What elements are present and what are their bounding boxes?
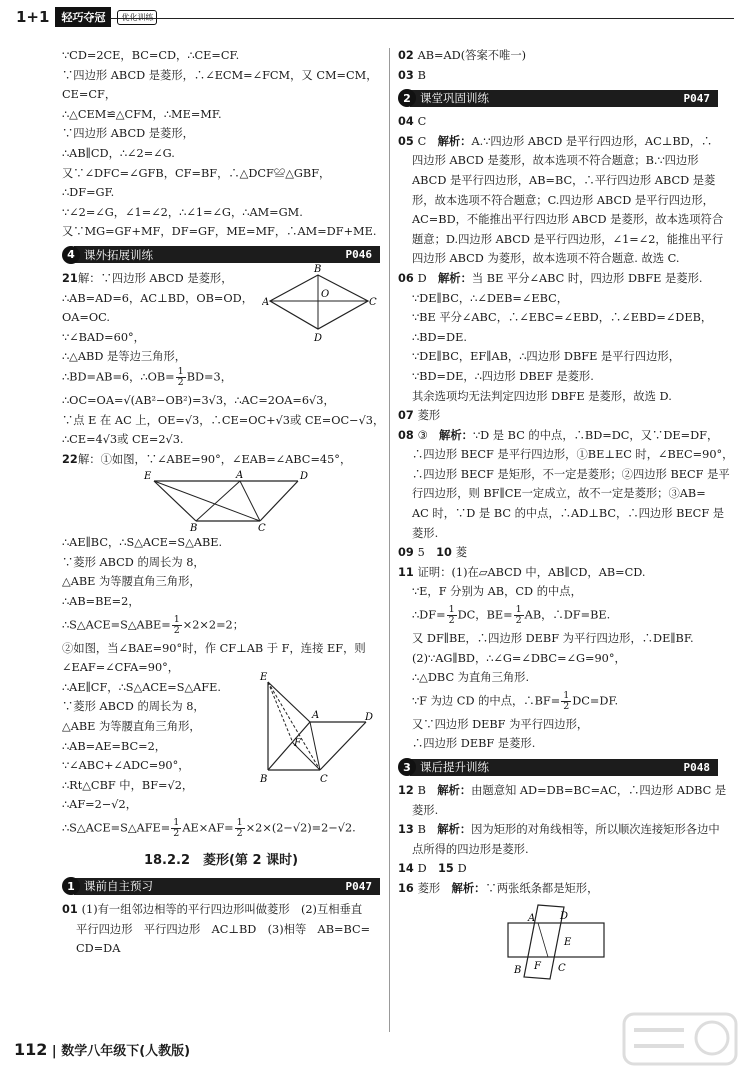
- label-d: D: [314, 332, 323, 344]
- question-22: [62, 450, 380, 839]
- text-line: ∴BD=DE.: [412, 330, 467, 344]
- answer-text: D: [417, 862, 427, 876]
- section-number: 2: [398, 89, 416, 107]
- text-line: ∴CE=4√3或 CE=2√3.: [62, 433, 184, 447]
- question-number: 01: [62, 903, 78, 916]
- left-column: [62, 46, 385, 959]
- page-number: 112: [14, 1040, 48, 1059]
- section-bar-1: [62, 876, 380, 896]
- question-01: [62, 900, 380, 959]
- text-line: CD=DA: [76, 942, 121, 956]
- text-line: OA=OC.: [62, 311, 110, 325]
- text-line: 点所得的四边形是菱形.: [412, 842, 529, 856]
- text-line: △ABE 为等腰直角三角形，: [62, 575, 201, 589]
- text-line: ∴四边形 BECF 是矩形，不一定是菱形；②四边形 BECF 是平: [412, 467, 730, 481]
- section-bar-4: [62, 245, 380, 265]
- text-line: △ABE 为等腰直角三角形，: [62, 720, 201, 734]
- brand-subtitle: 优化训练: [117, 10, 157, 25]
- header-rule: [110, 18, 734, 19]
- text-line: ∴AF=2−√2，: [62, 798, 137, 812]
- label-d: D: [365, 711, 374, 723]
- text-line: ∵点 E 在 AC 上，OE=√3，∴CE=OC+√3或 CE=OC−√3，: [62, 413, 385, 427]
- question-12: 12 B 解析：由题意知 AD=DB=BC=AC，∴四边形 ADBC 是 菱形.: [398, 781, 718, 820]
- text-line: ∵∠2=∠G，∠1=∠2，∴∠1=∠G，∴AM=GM.: [62, 205, 303, 219]
- text-line: 解：①如图，∵∠ABE=90°，∠EAB=∠ABC=45°，: [78, 452, 352, 466]
- section-title: 课外拓展训练: [84, 247, 153, 262]
- analysis-label: 解析：: [437, 134, 472, 148]
- question-number: 14: [398, 862, 414, 876]
- paper-strips-figure: [502, 901, 614, 983]
- text-line: 题意；D.四边形 ABCD 是平行四边形，∠1=∠2，能推出平行: [412, 232, 724, 246]
- text-line: ∵BE 平分∠ABC，∴∠EBC=∠EBD，∴∠EBD=∠DEB，: [412, 311, 713, 325]
- text-line: 平行四边形 平行四边形 AC⊥BD (3)相等 AB=BC=: [76, 922, 371, 936]
- analysis-label: 解析：: [439, 428, 473, 442]
- text-line: 又∵MG=GF+MF，DF=GF，ME=MF，∴AM=DF+ME.: [62, 225, 377, 239]
- text-line: ∵菱形 ABCD 的周长为 8，: [62, 700, 205, 714]
- label-c: C: [320, 773, 328, 785]
- right-column: [398, 46, 734, 983]
- label-a: A: [528, 912, 536, 924]
- label-e: E: [564, 936, 572, 948]
- section-number: 4: [62, 246, 80, 264]
- text-line: ∵四边形 ABCD 是菱形，: [62, 127, 194, 141]
- figure-22-2: [250, 670, 374, 790]
- text-line: 四边形 ABCD 是菱形，故本选项不符合题意；B.∵四边形: [412, 154, 699, 168]
- text-line: 形，故本选项不符合题意；C.四边形 ABCD 是平行四边形，: [412, 193, 714, 207]
- text-line: ∴AE∥BC，∴S△ACE=S△ABE.: [62, 536, 223, 550]
- answer-text: C: [417, 134, 427, 148]
- fraction-half: $\frac{1}{2}$: [173, 817, 180, 839]
- fraction-half: $\frac{1}{2}$: [563, 689, 570, 712]
- question-number: 04: [398, 115, 414, 129]
- section-bar-2: [398, 88, 718, 108]
- section-page: P048: [683, 760, 710, 774]
- section-title: 课后提升训练: [420, 760, 489, 774]
- answer-text: 5: [417, 546, 425, 560]
- label-b: B: [260, 773, 268, 785]
- fraction-half: $\frac{1}{2}$: [448, 604, 455, 627]
- text-line: ∴Rt△CBF 中，BF=√2，: [62, 778, 194, 792]
- rhombus-figure-21: [262, 263, 378, 345]
- question-number: 07: [398, 409, 414, 423]
- label-b: B: [314, 263, 322, 275]
- answer-text: 菱: [455, 546, 467, 560]
- text-line: ∵CD=2CE，BC=CD，∴CE=CF.: [62, 49, 240, 62]
- fraction-half: $\frac{1}{2}$: [177, 365, 184, 388]
- text-line: 又 DF∥BE，∴四边形 DEBF 为平行四边形，∴DE∥BF.: [412, 632, 694, 646]
- brand-name: 轻巧夺冠: [55, 7, 111, 27]
- text-line: ∴S△ACE=S△ABE= $\frac{1}{2}$ ×2×2=2；: [62, 613, 245, 636]
- text-line: ∴BD=AB=6，∴OB= $\frac{1}{2}$ BD=3，: [62, 365, 232, 388]
- text-line: ∴AB∥CD，∴∠2=∠G.: [62, 146, 175, 160]
- section-title: 课前自主预习: [84, 879, 153, 893]
- text-line: 菱形.: [412, 803, 439, 817]
- text-line: ∴AB=AD=6，AC⊥BD，OB=OD，: [62, 291, 254, 305]
- answer-text: B: [417, 68, 426, 82]
- question-16: 16 菱形 解析：∵两张纸条都是矩形， A D E B F C: [398, 879, 718, 983]
- fraction-half: $\frac{1}{2}$: [236, 817, 243, 839]
- question-number: 22: [62, 452, 78, 466]
- text-line: ∴四边形 BECF 是平行四边形，①BE⊥EC 时，∠BEC=90°，: [412, 448, 734, 462]
- text-line: ∴AB=AE=BC=2，: [62, 739, 167, 753]
- question-number: 11: [398, 565, 414, 579]
- text-line: 四边形 ABCD 为菱形，故本选项不符合题意. 故选 C.: [412, 252, 680, 266]
- question-number: 13: [398, 823, 414, 837]
- label-c: C: [558, 962, 566, 974]
- answer-text: D: [457, 862, 467, 876]
- label-d: D: [560, 910, 569, 922]
- answer-text: AB=AD(答案不唯一): [417, 49, 527, 62]
- book-title: 数学八年级下(人教版): [61, 1044, 191, 1059]
- answer-text: B: [417, 823, 426, 837]
- answer-text: 菱形: [417, 881, 441, 895]
- text-line: ∴DF= $\frac{1}{2}$ DC，BE= $\frac{1}{2}$ AB，∴DF=BE.: [412, 604, 611, 627]
- section-page: P047: [683, 91, 710, 105]
- label-f: F: [294, 737, 301, 749]
- fraction-half: $\frac{1}{2}$: [173, 613, 180, 636]
- fraction-half: $\frac{1}{2}$: [515, 604, 522, 627]
- label-c: C: [369, 296, 377, 308]
- text-line: ∠EAF=∠CFA=90°，: [62, 661, 180, 675]
- text-line: ∵DE∥BC，EF∥AB，∴四边形 DBFE 是平行四边形，: [412, 350, 681, 364]
- section-bar-3: [398, 757, 718, 777]
- label-b: B: [190, 523, 198, 534]
- analysis-label: 解析：: [437, 823, 472, 837]
- analysis-label: 解析：: [451, 881, 486, 895]
- analysis-label: 解析：: [437, 784, 472, 797]
- label-f: F: [534, 960, 541, 972]
- answer-text: C: [417, 115, 427, 129]
- question-number: 15: [437, 862, 454, 876]
- question-number: 09: [398, 546, 414, 560]
- text-line: ∴DF=GF.: [62, 186, 115, 200]
- answer-text: D: [417, 271, 427, 285]
- text-line: 又∵∠DFC=∠GFB，CF=BF，∴△DCF≌△GBF，: [62, 166, 331, 180]
- label-a: A: [262, 296, 270, 308]
- text-line: ∵BD=DE，∴四边形 DBEF 是菱形.: [412, 369, 594, 383]
- text-line: 菱形.: [412, 526, 439, 540]
- text-line: (1)有一组邻边相等的平行四边形叫做菱形 (2)互相垂直: [81, 903, 363, 916]
- text-line: ∵E，F 分别为 AB，CD 的中点，: [412, 585, 582, 599]
- question-number: 16: [398, 881, 414, 895]
- text-line: ∴OC=OA=√(AB²−OB²)=3√3，∴AC=2OA=6√3，: [62, 393, 335, 407]
- text-line: 解：∵四边形 ABCD 是菱形，: [78, 271, 233, 285]
- answer-text: 菱形: [417, 409, 441, 423]
- label-o: O: [321, 288, 330, 300]
- text-line: ∴AB=BE=2，: [62, 595, 140, 609]
- question-06: 06 D 解析：当 BE 平分∠ABC 时，四边形 DBFE 是菱形. ∵DE∥BC，∴∠DEB=∠EBC， ∵BE 平分∠ABC，∴∠EBC=∠EBD，∴∠EBD=∠DEB， ∴BD=DE. ∵DE∥BC，EF∥AB，∴四边形 DBFE 是平行四边形， ∵BD=DE，∴四边形 DBEF 是菱形. 其余选项均无法判定四边形 DBFE 是菱形，故选 D.: [398, 269, 718, 406]
- text-line: ∵四边形 ABCD 是菱形，∴∠ECM=∠FCM，又 CM=CM，: [62, 68, 378, 82]
- answer-text: B: [417, 784, 426, 797]
- label-b: B: [514, 964, 522, 976]
- text-line: ∵DE∥BC，∴∠DEB=∠EBC，: [412, 291, 569, 305]
- text-line: ∵∠BAD=60°，: [62, 330, 145, 344]
- section-page: P047: [345, 879, 372, 893]
- question-number: 08: [398, 428, 414, 442]
- text-line: ∴S△ACE=S△AFE= $\frac{1}{2}$ AE×AF= $\frac{1}{2}$ ×2×(2−√2)=2−√2.: [62, 817, 356, 839]
- section-number: 3: [398, 758, 416, 776]
- text-line: 行四边形，则 BF∥CE一定成立，故不一定是菱形；③AB=: [412, 487, 706, 501]
- text-line: ∵F 为边 CD 的中点，∴BF= $\frac{1}{2}$ DC=DF.: [412, 689, 619, 712]
- section-number: 1: [62, 877, 80, 895]
- figure-22-1: [140, 469, 310, 533]
- analysis-label: 解析：: [437, 271, 472, 285]
- question-11: 11 证明：(1)在▱ABCD 中，AB∥CD，AB=CD. ∵E，F 分别为 AB，CD 的中点， ∴DF= $\frac{1}{2}$ DC，BE= $\frac{1}{2}$ AB，∴DF=BE. 又 DF∥BE，∴四边形 DEBF 为平行四边形，∴DE∥BF. (2)∵AG∥BD，∴∠G=∠DBC=∠G=90°， ∴△DBC 为直角三角形. ∵F 为边 CD 的中点，∴BF= $\frac{1}{2}$ DC=DF. 又∵四边形 DEBF 为平行四边形， ∴四边形 DEBF 是菱形.: [398, 563, 718, 754]
- label-a: A: [236, 470, 244, 482]
- question-number: 06: [398, 271, 414, 285]
- text-line: ∴AE∥CF，∴S△ACE=S△AFE.: [62, 680, 221, 694]
- section-page: P046: [345, 248, 372, 262]
- label-e: E: [144, 471, 152, 483]
- text-line: ∴△CEM≌△CFM，∴ME=MF.: [62, 107, 222, 121]
- question-number: 02: [398, 49, 414, 62]
- text-line: CE=CF，: [62, 88, 117, 102]
- text-line: ∵菱形 ABCD 的周长为 8，: [62, 555, 205, 569]
- question-number: 21: [62, 271, 78, 285]
- page-header: [16, 6, 157, 28]
- text-line: ∴四边形 DEBF 是菱形.: [412, 737, 536, 751]
- text-line: AC 时，∵D 是 BC 的中点，∴AD⊥BC，∴四边形 BECF 是: [412, 507, 725, 521]
- question-21: [62, 263, 385, 450]
- label-d: D: [300, 471, 309, 483]
- label-c: C: [258, 523, 266, 534]
- lesson-title: 18.2.2 菱形(第 2 课时): [143, 853, 299, 868]
- question-13: 13 B 解析：因为矩形的对角线相等，所以顺次连接矩形各边中 点所得的四边形是菱形.: [398, 820, 718, 859]
- text-line: (2)∵AG∥BD，∴∠G=∠DBC=∠G=90°，: [412, 651, 626, 665]
- text-line: ∴△ABD 是等边三角形，: [62, 350, 187, 364]
- brand-logo: 1+1: [16, 8, 50, 26]
- column-divider: [389, 48, 390, 1032]
- question-number: 10: [436, 546, 452, 560]
- question-number: 05: [398, 134, 414, 148]
- question-08: 08 ③ 解析：∵D 是 BC 的中点，∴BD=DC，又∵DE=DF， ∴四边形 BECF 是平行四边形，①BE⊥EC 时，∠BEC=90°， ∴四边形 BECF 是矩形，不一定是菱形；②四边形 BECF 是平 行四边形，则 BF∥CE一定成立，故不一定是菱形；③AB= AC 时，∵D 是 BC 的中点，∴AD⊥BC，∴四边形 BECF 是 菱形.: [398, 426, 718, 544]
- watermark-logo: [620, 1010, 740, 1068]
- question-number: 03: [398, 68, 414, 82]
- question-05: 05 C 解析：A.∵四边形 ABCD 是平行四边形，AC⊥BD，∴ 四边形 ABCD 是菱形，故本选项不符合题意；B.∵四边形 ABCD 是平行四边形，AB=BC，∴平行四边形 ABCD 是菱 形，故本选项不符合题意；C.四边形 ABCD 是平行四边形， AC=BD，不能推出平行四边形 ABCD 是菱形，故本选项符合 题意；D.四边形 ABCD 是平行四边形，∠1=∠2，能推出平行 四边形 ABCD 为菱形，故本选项不符合题意. 故选 C.: [398, 132, 718, 269]
- label-a: A: [312, 709, 320, 721]
- text-line: 其余选项均无法判定四边形 DBFE 是菱形，故选 D.: [412, 389, 672, 403]
- page-footer: 112 | 数学八年级下(人教版): [14, 1040, 191, 1059]
- question-number: 12: [398, 784, 414, 797]
- answer-text: ③: [417, 428, 428, 442]
- section-title: 课堂巩固训练: [420, 91, 489, 106]
- text-line: ②如图，当∠BAE=90°时，作 CF⊥AB 于 F，连接 EF，则: [62, 641, 366, 655]
- text-line: ∵∠ABC+∠ADC=90°，: [62, 759, 190, 773]
- label-e: E: [260, 671, 268, 683]
- text-line: ABCD 是平行四边形，AB=BC，∴平行四边形 ABCD 是菱: [412, 173, 716, 187]
- text-line: 又∵四边形 DEBF 为平行四边形，: [412, 717, 589, 731]
- text-line: AC=BD，不能推出平行四边形 ABCD 是菱形，故本选项符合: [412, 213, 724, 227]
- text-line: ∴△DBC 为直角三角形.: [412, 671, 530, 685]
